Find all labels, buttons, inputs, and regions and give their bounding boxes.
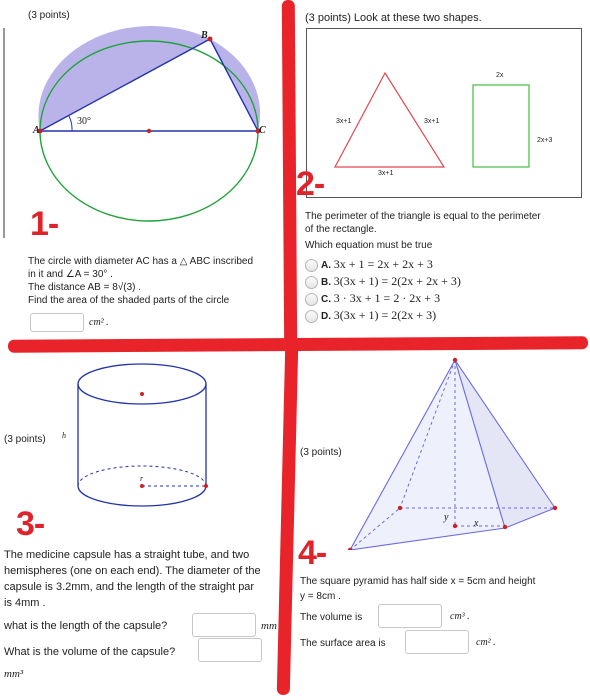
apex-point — [453, 358, 457, 362]
q3-length-input[interactable] — [192, 613, 256, 637]
center-point — [147, 129, 151, 133]
q4-number: 4- — [298, 534, 327, 572]
q4-text1: The square pyramid has half side x = 5cm and height — [300, 576, 536, 587]
q2-points: (3 points) Look at these two shapes. — [305, 12, 482, 24]
edge-mid-point — [503, 525, 507, 529]
q3-volume-question: What is the volume of the capsule? — [4, 646, 176, 658]
option-d-equation: 3(3x + 1) = 2(2x + 3) — [333, 308, 437, 322]
q1-area-input[interactable] — [30, 313, 84, 332]
option-c[interactable] — [321, 292, 440, 306]
q1-text — [28, 255, 278, 307]
q1-line3: The distance AB = 8√(3) . — [28, 282, 142, 293]
q2-text3: Which equation must be true — [305, 240, 433, 251]
q3-text2: hemispheres (one on each end). The diameter of the — [4, 565, 261, 577]
q1-line2: in it and ∠A = 30° . — [28, 269, 113, 280]
corner-back-right — [553, 506, 557, 510]
q3-volume-unit: mm³ — [4, 668, 24, 680]
q3-text4: is 4mm . — [4, 597, 46, 609]
option-d-letter: D. — [321, 311, 331, 322]
q2-number: 2- — [296, 165, 325, 203]
option-b-equation: 3(3x + 1) = 2(2x + 2x + 3) — [333, 274, 461, 288]
capsule-top-center — [140, 392, 144, 396]
tri-right-label: 3x+1 — [424, 118, 440, 125]
q2-text2: of the rectangle. — [305, 224, 377, 235]
vertex-c-label: C — [259, 125, 266, 136]
q4-surface-label: The surface area is — [300, 638, 386, 649]
q2-shapes-figure — [307, 29, 581, 197]
q2-text1: The perimeter of the triangle is equal to the perimeter — [305, 211, 541, 222]
capsule-top-ellipse — [78, 364, 206, 404]
option-a-letter: A. — [321, 260, 331, 271]
option-c-letter: C. — [321, 294, 331, 305]
capsule-bottom-center — [140, 484, 144, 488]
q4-surface-unit: cm² . — [476, 637, 496, 648]
q4-volume-label: The volume is — [300, 612, 363, 623]
q3-points: (3 points) — [4, 434, 46, 445]
vertex-b-label: B — [201, 30, 208, 41]
option-a-equation: 3x + 1 = 2x + 2x + 3 — [333, 257, 433, 271]
q4-surface-input[interactable] — [405, 630, 469, 654]
q4-pyramid-figure — [300, 350, 580, 550]
rect-right-label: 2x+3 — [537, 137, 553, 144]
option-b-radio[interactable] — [305, 276, 318, 289]
shaded-segment-ab — [38, 26, 210, 131]
option-b[interactable] — [321, 275, 461, 289]
q4-volume-unit: cm³ . — [450, 611, 470, 622]
option-c-radio[interactable] — [305, 293, 318, 306]
q3-r-label: r — [140, 474, 144, 483]
q4-text2: y = 8cm . — [300, 591, 341, 602]
capsule-radius-end — [204, 484, 208, 488]
tri-left-label: 3x+1 — [336, 118, 352, 125]
q1-points: (3 points) — [28, 10, 70, 21]
angle-label: 30° — [77, 116, 91, 127]
q3-h-label: h — [62, 431, 66, 440]
q3-length-question: what is the length of the capsule? — [4, 620, 168, 632]
q4-volume-input[interactable] — [378, 604, 442, 628]
q4-x-label: x — [474, 518, 479, 529]
q1-line4: Find the area of the shaded parts of the circle — [28, 295, 230, 306]
point-b — [208, 37, 213, 42]
q3-length-unit: mm — [261, 620, 277, 632]
angle-arc — [69, 116, 72, 131]
capsule-bottom-front — [78, 486, 206, 506]
q3-capsule-figure — [58, 354, 228, 524]
q1-line1: The circle with diameter AC has a △ ABC inscribed — [28, 256, 254, 267]
option-d-radio[interactable] — [305, 310, 318, 323]
q3-text3: capsule is 3.2mm, and the length of the straight par — [4, 581, 255, 593]
option-d[interactable] — [321, 309, 436, 323]
option-a[interactable] — [321, 258, 433, 272]
tri-bottom-label: 3x+1 — [378, 170, 394, 177]
vertical-divider-bottom — [277, 345, 299, 695]
q1-circle-figure — [20, 24, 282, 229]
vertex-a-label: A — [33, 125, 40, 136]
q3-text — [4, 547, 286, 611]
corner-back-left — [398, 506, 402, 510]
option-b-letter: B. — [321, 277, 331, 288]
q2-shapes-box — [306, 28, 582, 198]
q4-points: (3 points) — [300, 447, 342, 458]
q3-text1: The medicine capsule has a straight tube, and two — [4, 549, 250, 561]
vertical-divider-top — [282, 0, 297, 348]
q1-number: 1- — [30, 205, 59, 243]
left-scroll-edge — [3, 28, 5, 238]
base-center-point — [453, 524, 457, 528]
q2-text — [305, 210, 587, 252]
pyramid-front-face — [350, 360, 505, 550]
rectangle-shape — [473, 85, 529, 167]
option-c-equation: 3 · 3x + 1 = 2 · 2x + 3 — [333, 291, 441, 305]
q4-text — [300, 574, 590, 604]
q4-y-label: y — [444, 512, 449, 523]
rect-top-label: 2x — [496, 72, 504, 79]
q3-number: 3- — [16, 505, 45, 543]
q3-volume-input[interactable] — [198, 638, 262, 662]
option-a-radio[interactable] — [305, 259, 318, 272]
q1-unit: cm² . — [89, 317, 109, 328]
